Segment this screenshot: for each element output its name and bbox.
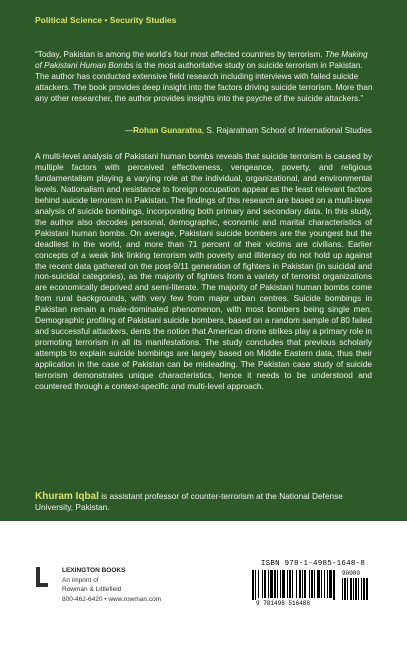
isbn-text: ISBN 978-1-4985-1648-8 [260, 560, 366, 568]
barcode [246, 560, 380, 608]
book-title-italic: The Making of Pakistani Human Bombs [35, 50, 368, 70]
description-paragraph: A multi-level analysis of Pakistani human bombs reveals that suicide terrorism is caused by multiple factors with perceived effectiveness, vengeance, poverty, and religious fundamentalism playing a varying role at the individual, organizational, and environmental levels. Nationalism and resistance to foreign occupation appear as the least relevant factors behind suicide terrorism in Pakistan. The findings of this research are based on a multi-level analysis of suicide bombings, incorporating both primary and secondary data. In this study, the author also decodes personal, demographic, economic and marital characteristics of Pakistani human bombs. On average, Pakistani suicide bombers are the youngest but the deadliest in the world, and more than 71 percent of their victims are civilians. Earlier concepts of a weak link linking terrorism with poverty and illiteracy do not hold up against the recent data gathered on the post-9/11 generation of fighters in Pakistan (in suicidal and non-suicidal categories), as the majority of fighters from a variety of terrorist organizations are economically deprived and semi-literate. The majority of Pakistani human bombs come from rural backgrounds, with very few from major urban centres. Suicide bombings in Pakistan remain a male-dominated phenomenon, with most bombers being single men. Demographic profiling of Pakistani suicide bombers, based on a random sample of 80 failed and successful attackers, dents the notion that American drone strikes play a primary role in promoting terrorism in all its manifestations. The study concludes that previous scholarly attempts to explain suicide bombings are largely based on Middle Eastern data, thus their application in the case of Pakistan can be misleading. The Pakistan case study of suicide terrorism demonstrates unique characteristics, hence it needs to be understood and countered through a context-specific and multi-level approach. [35, 151, 372, 392]
quote-text-1: “Today, Pakistan is among the world’s four most affected countries by terrorism. [35, 50, 325, 59]
book-description [35, 151, 372, 392]
publisher-parent: Rowman & Littlefield [62, 586, 122, 594]
publisher-info [62, 566, 161, 605]
author-name: Khuram Iqbal [35, 491, 99, 502]
author-bio [35, 491, 372, 513]
publisher-contact: 800-462-6420 • www.rowman.com [62, 596, 162, 604]
endorsement-quote [35, 50, 375, 105]
endorser-affiliation: , S. Rajaratnam School of International Studies [201, 126, 372, 135]
publisher-name: LEXINGTON BOOKS [62, 567, 126, 574]
publisher-imprint-line: An imprint of [62, 576, 99, 584]
publisher-logo-icon [35, 566, 49, 588]
barcode-number: 9 781498 516488 [256, 600, 311, 607]
author-bio-text: is assistant professor of counter-terrorism at the National Defense University, Pakistan. [35, 491, 343, 512]
barcode-addon-number: 90000 [342, 570, 361, 577]
quote-text-2: is the most authoritative study on suicide terrorism in Pakistan. The author has conducted extensive field research including interviews with failed suicide attackers. The book provides deep insight into the factors driving suicide terrorism. More than any other researcher, the author provides insights into the psyche of the suicide attackers.” [35, 60, 373, 103]
category-label: Political Science • Security Studies [35, 15, 177, 25]
endorsement-attribution [125, 126, 372, 135]
attribution-dash: — [124, 126, 134, 135]
endorser-name: Rohan Gunaratna [133, 126, 202, 135]
